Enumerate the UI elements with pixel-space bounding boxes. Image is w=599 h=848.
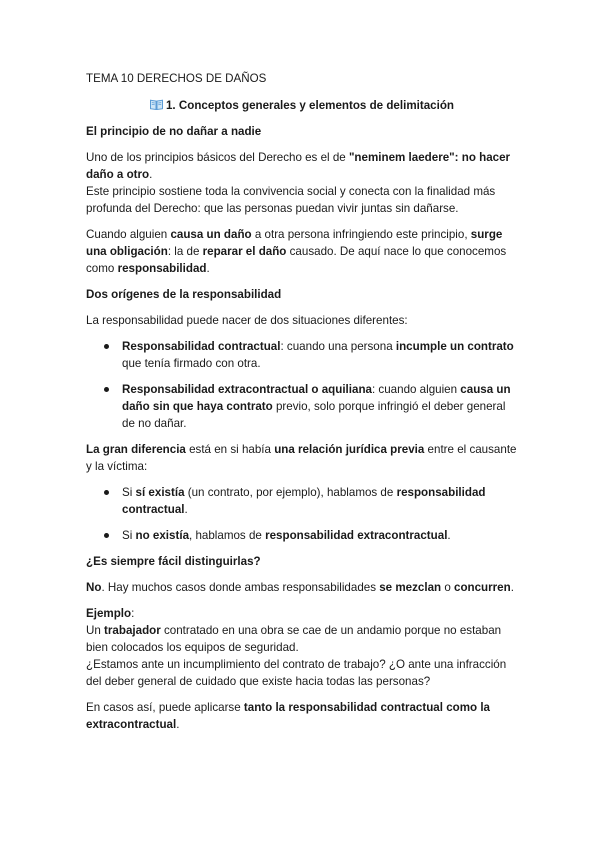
- bullet-icon: [104, 387, 109, 392]
- paragraph-concurren: No. Hay muchos casos donde ambas responsabilidades se mezclan o concurren.: [86, 581, 514, 594]
- heading-distinguir: ¿Es siempre fácil distinguirlas?: [86, 555, 261, 568]
- origins-list: [86, 338, 518, 432]
- paragraph-dos-situaciones: La responsabilidad puede nacer de dos situaciones diferentes:: [86, 314, 408, 327]
- paragraph-convivencia: Este principio sostiene toda la convivencia social y conecta con la finalidad más profunda del Derecho: que las personas puedan vivir juntas sin dañarse.: [86, 185, 496, 215]
- document-title: TEMA 10 DERECHOS DE DAÑOS: [86, 72, 267, 85]
- bullet-icon: [104, 533, 109, 538]
- section-title: 1. Conceptos generales y elementos de delimitación: [165, 99, 454, 112]
- list-item: Responsabilidad contractual: cuando una persona incumple un contrato que tenía firmado con otra.: [86, 338, 518, 372]
- paragraph-gran-diferencia: La gran diferencia está en si había una relación jurídica previa entre el causante y la víctima:: [86, 443, 517, 473]
- document-page: [86, 70, 518, 742]
- section-heading: [86, 97, 518, 114]
- difference-list: [86, 484, 518, 544]
- bullet-icon: [104, 490, 109, 495]
- example-trabajador: Un trabajador contratado en una obra se cae de un andamio porque no estaban bien colocados los equipos de seguridad.: [86, 624, 502, 654]
- list-item: Responsabilidad extracontractual o aquiliana: cuando alguien causa un daño sin que haya contrato previo, solo porque infringió el deber general de no dañar.: [86, 381, 518, 432]
- paragraph-conclusion: En casos así, puede aplicarse tanto la responsabilidad contractual como la extracontractual.: [86, 701, 491, 731]
- paragraph-neminem: Uno de los principios básicos del Derecho es el de "neminem laedere": no hacer daño a otro.: [86, 151, 511, 181]
- bullet-icon: [104, 344, 109, 349]
- example-label: Ejemplo:: [86, 607, 135, 620]
- heading-origenes: Dos orígenes de la responsabilidad: [86, 288, 282, 301]
- heading-principio: El principio de no dañar a nadie: [86, 125, 262, 138]
- example-question: ¿Estamos ante un incumplimiento del contrato de trabajo? ¿O ante una infracción del deber general de cuidado que existe hacia todas las personas?: [86, 658, 507, 688]
- list-item: Si sí existía (un contrato, por ejemplo), hablamos de responsabilidad contractual.: [86, 484, 518, 518]
- open-book-icon: [150, 98, 163, 109]
- paragraph-causa-dano: Cuando alguien causa un daño a otra persona infringiendo este principio, surge una obligación: la de reparar el daño causado. De aquí nace lo que conocemos como responsabilidad.: [86, 228, 507, 275]
- list-item: Si no existía, hablamos de responsabilidad extracontractual.: [86, 527, 518, 544]
